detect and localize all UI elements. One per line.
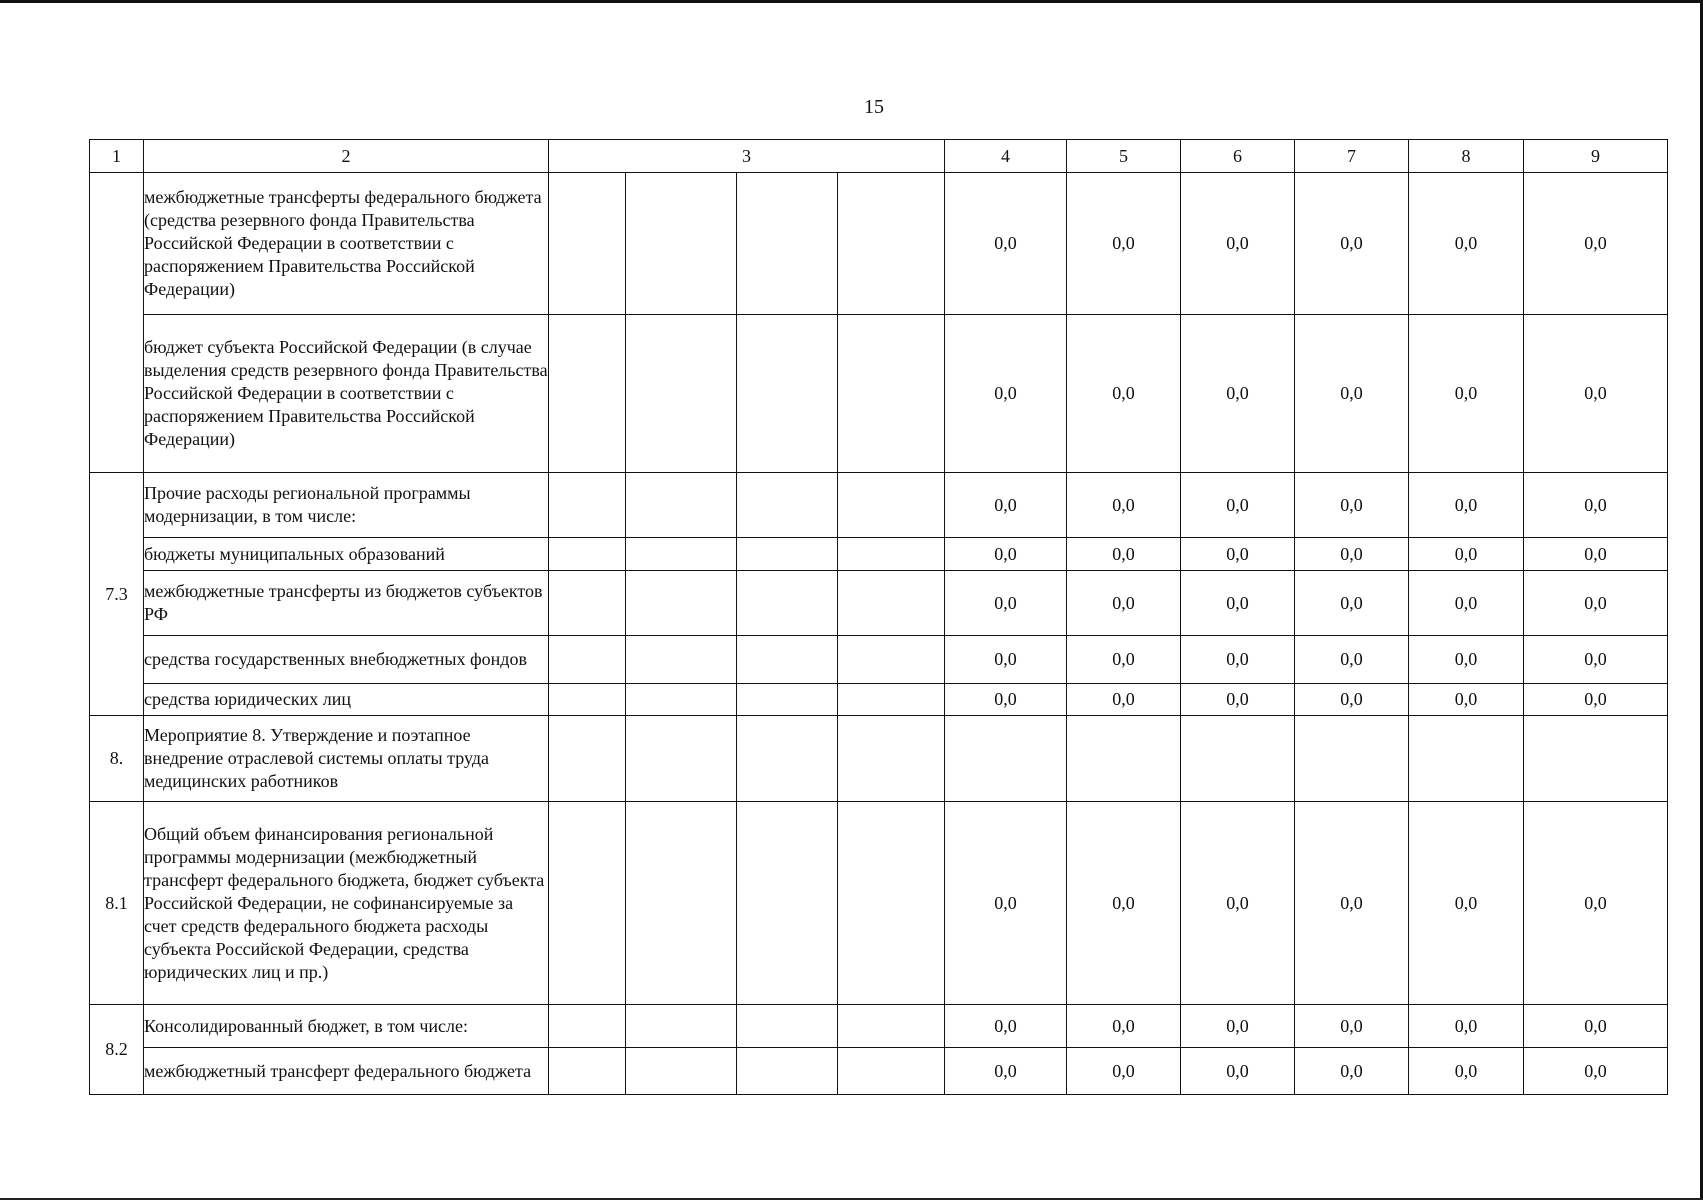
blank-cell [838, 636, 945, 684]
value-cell: 0,0 [1524, 684, 1668, 716]
value-cell: 0,0 [1181, 571, 1295, 636]
blank-cell [838, 571, 945, 636]
row-name-cell: межбюджетные трансферты федерального бюджета (средства резервного фонда Правительства Российской Федерации в соответствии с распоряжением Правительства Российской Федерации) [144, 173, 549, 315]
table-row [90, 315, 1668, 473]
row-name-cell: межбюджетный трансферт федерального бюджета [144, 1048, 549, 1095]
row-name-cell: бюджеты муниципальных образований [144, 538, 549, 571]
value-cell: 0,0 [1524, 571, 1668, 636]
blank-cell [838, 173, 945, 315]
value-cell: 0,0 [945, 538, 1067, 571]
blank-cell [549, 538, 626, 571]
blank-cell [626, 473, 737, 538]
financing-table [89, 139, 1668, 1095]
table-row [90, 571, 1668, 636]
value-cell: 0,0 [945, 1005, 1067, 1048]
value-cell: 0,0 [1409, 173, 1524, 315]
value-cell [1409, 716, 1524, 802]
value-cell: 0,0 [1409, 315, 1524, 473]
row-name-cell: межбюджетные трансферты из бюджетов субъектов РФ [144, 571, 549, 636]
value-cell: 0,0 [1067, 571, 1181, 636]
table-row [90, 1005, 1668, 1048]
value-cell: 0,0 [1524, 173, 1668, 315]
header-col-2: 2 [144, 140, 549, 173]
blank-cell [626, 802, 737, 1005]
blank-cell [626, 571, 737, 636]
header-col-9: 9 [1524, 140, 1668, 173]
value-cell: 0,0 [1295, 173, 1409, 315]
value-cell: 0,0 [1524, 315, 1668, 473]
row-name-cell: бюджет субъекта Российской Федерации (в случае выделения средств резервного фонда Правительства Российской Федерации в соответствии с распоряжением Правительства Российской Федерации) [144, 315, 549, 473]
blank-cell [737, 538, 838, 571]
value-cell: 0,0 [1295, 684, 1409, 716]
value-cell: 0,0 [1067, 684, 1181, 716]
value-cell: 0,0 [1524, 802, 1668, 1005]
value-cell: 0,0 [1181, 636, 1295, 684]
blank-cell [549, 716, 626, 802]
blank-cell [737, 684, 838, 716]
value-cell [1295, 716, 1409, 802]
value-cell: 0,0 [1409, 1048, 1524, 1095]
header-row [90, 140, 1668, 173]
value-cell: 0,0 [1067, 802, 1181, 1005]
row-name-cell: Прочие расходы региональной программы модернизации, в том числе: [144, 473, 549, 538]
value-cell: 0,0 [1409, 684, 1524, 716]
value-cell: 0,0 [945, 473, 1067, 538]
header-col-4: 4 [945, 140, 1067, 173]
value-cell [1524, 716, 1668, 802]
blank-cell [737, 1048, 838, 1095]
blank-cell [626, 173, 737, 315]
value-cell: 0,0 [1409, 473, 1524, 538]
blank-cell [838, 315, 945, 473]
blank-cell [549, 173, 626, 315]
blank-cell [838, 538, 945, 571]
page-number: 15 [864, 96, 884, 118]
blank-cell [737, 571, 838, 636]
value-cell: 0,0 [1409, 1005, 1524, 1048]
page-top-edge [0, 0, 1703, 3]
blank-cell [549, 473, 626, 538]
row-name-cell: Общий объем финансирования региональной программы модернизации (межбюджетный трансферт федерального бюджета, бюджет субъекта Российской Федерации, не софинансируемые за счет средств федерального бюджета расходы субъекта Российской Федерации, средства юридических лиц и пр.) [144, 802, 549, 1005]
header-col-7: 7 [1295, 140, 1409, 173]
row-number-cell: 8. [90, 716, 144, 802]
table-row [90, 684, 1668, 716]
value-cell: 0,0 [1295, 1005, 1409, 1048]
value-cell: 0,0 [1295, 1048, 1409, 1095]
value-cell: 0,0 [1181, 315, 1295, 473]
value-cell: 0,0 [1295, 571, 1409, 636]
value-cell: 0,0 [1181, 473, 1295, 538]
value-cell: 0,0 [1409, 571, 1524, 636]
value-cell: 0,0 [945, 1048, 1067, 1095]
row-number-cell: 7.3 [90, 473, 144, 716]
header-col-6: 6 [1181, 140, 1295, 173]
blank-cell [737, 173, 838, 315]
blank-cell [549, 684, 626, 716]
blank-cell [549, 1005, 626, 1048]
value-cell: 0,0 [945, 173, 1067, 315]
value-cell: 0,0 [1181, 1005, 1295, 1048]
blank-cell [549, 636, 626, 684]
row-name-cell: средства государственных внебюджетных фондов [144, 636, 549, 684]
header-col-3: 3 [549, 140, 945, 173]
value-cell: 0,0 [1067, 538, 1181, 571]
blank-cell [549, 1048, 626, 1095]
row-number-cell [90, 173, 144, 473]
header-col-5: 5 [1067, 140, 1181, 173]
blank-cell [838, 716, 945, 802]
value-cell: 0,0 [1409, 802, 1524, 1005]
table-row [90, 538, 1668, 571]
value-cell: 0,0 [945, 571, 1067, 636]
value-cell: 0,0 [1067, 315, 1181, 473]
value-cell: 0,0 [1295, 315, 1409, 473]
row-number-cell: 8.2 [90, 1005, 144, 1095]
header-col-1: 1 [90, 140, 144, 173]
blank-cell [737, 473, 838, 538]
value-cell: 0,0 [1409, 636, 1524, 684]
blank-cell [838, 473, 945, 538]
value-cell: 0,0 [1067, 1005, 1181, 1048]
value-cell: 0,0 [1181, 538, 1295, 571]
blank-cell [737, 636, 838, 684]
table-row [90, 636, 1668, 684]
value-cell: 0,0 [1181, 684, 1295, 716]
value-cell: 0,0 [1067, 1048, 1181, 1095]
value-cell: 0,0 [945, 684, 1067, 716]
blank-cell [626, 684, 737, 716]
table-row [90, 473, 1668, 538]
value-cell: 0,0 [1067, 473, 1181, 538]
table-row [90, 173, 1668, 315]
blank-cell [626, 636, 737, 684]
blank-cell [626, 1048, 737, 1095]
value-cell: 0,0 [1181, 173, 1295, 315]
value-cell: 0,0 [1181, 802, 1295, 1005]
value-cell [1067, 716, 1181, 802]
value-cell: 0,0 [1295, 802, 1409, 1005]
blank-cell [626, 1005, 737, 1048]
table-row [90, 1048, 1668, 1095]
header-col-8: 8 [1409, 140, 1524, 173]
table-row [90, 716, 1668, 802]
value-cell: 0,0 [1409, 538, 1524, 571]
blank-cell [838, 1005, 945, 1048]
table-row [90, 802, 1668, 1005]
blank-cell [626, 538, 737, 571]
value-cell: 0,0 [1181, 1048, 1295, 1095]
blank-cell [838, 684, 945, 716]
value-cell: 0,0 [1524, 1048, 1668, 1095]
row-name-cell: средства юридических лиц [144, 684, 549, 716]
value-cell: 0,0 [1524, 636, 1668, 684]
row-name-cell: Консолидированный бюджет, в том числе: [144, 1005, 549, 1048]
value-cell: 0,0 [1295, 473, 1409, 538]
value-cell [1181, 716, 1295, 802]
value-cell: 0,0 [1524, 1005, 1668, 1048]
value-cell: 0,0 [945, 636, 1067, 684]
blank-cell [838, 1048, 945, 1095]
row-number-cell: 8.1 [90, 802, 144, 1005]
value-cell: 0,0 [945, 802, 1067, 1005]
value-cell: 0,0 [1524, 538, 1668, 571]
value-cell: 0,0 [1295, 538, 1409, 571]
value-cell: 0,0 [1524, 473, 1668, 538]
value-cell [945, 716, 1067, 802]
blank-cell [549, 315, 626, 473]
blank-cell [737, 1005, 838, 1048]
blank-cell [737, 315, 838, 473]
blank-cell [838, 802, 945, 1005]
value-cell: 0,0 [1067, 636, 1181, 684]
blank-cell [737, 716, 838, 802]
blank-cell [626, 716, 737, 802]
blank-cell [737, 802, 838, 1005]
value-cell: 0,0 [945, 315, 1067, 473]
blank-cell [549, 571, 626, 636]
value-cell: 0,0 [1067, 173, 1181, 315]
blank-cell [626, 315, 737, 473]
blank-cell [549, 802, 626, 1005]
value-cell: 0,0 [1295, 636, 1409, 684]
row-name-cell: Мероприятие 8. Утверждение и поэтапное внедрение отраслевой системы оплаты труда медицинских работников [144, 716, 549, 802]
